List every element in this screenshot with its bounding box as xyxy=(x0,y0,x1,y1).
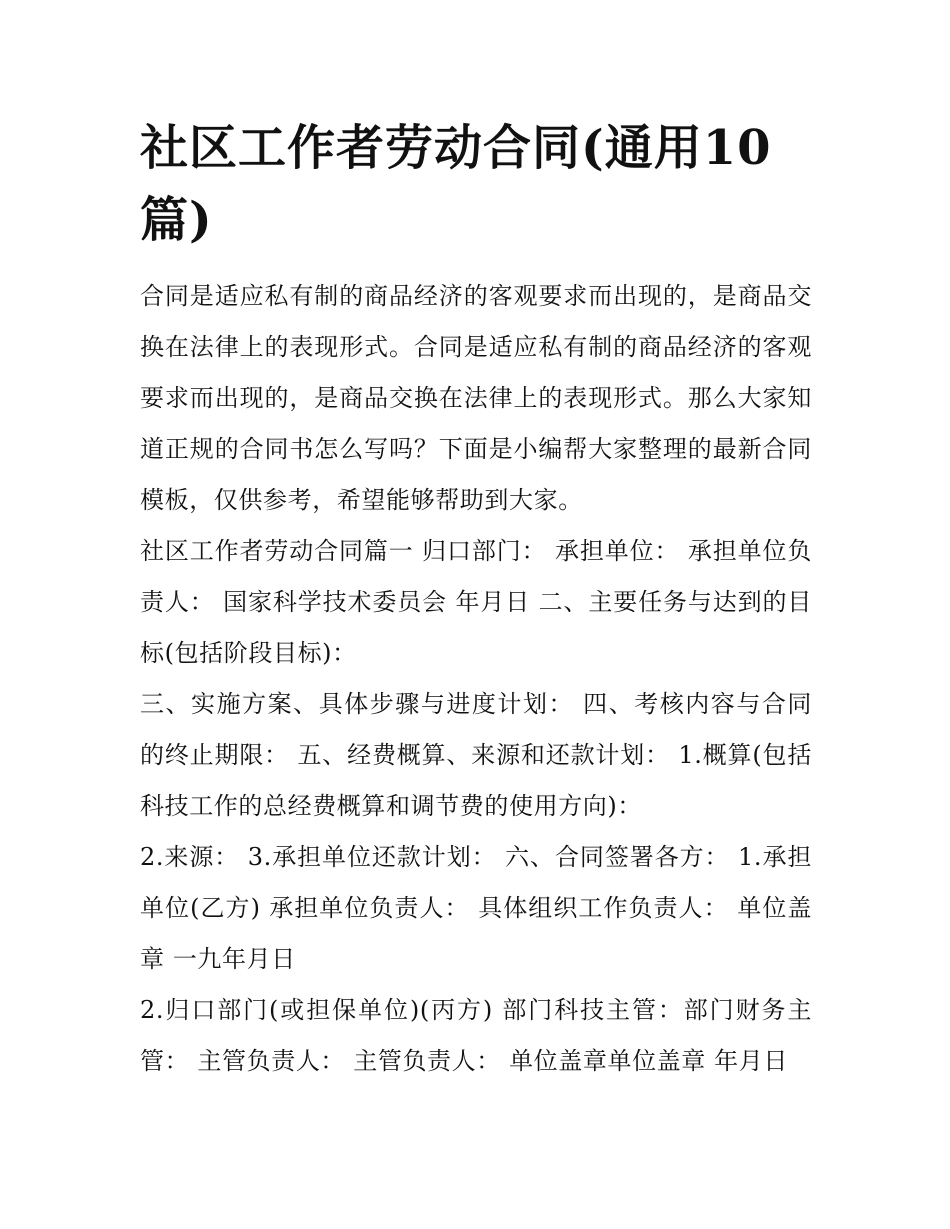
document-body xyxy=(140,112,812,1087)
intro-paragraph: 合同是适应私有制的商品经济的客观要求而出现的，是商品交换在法律上的表现形式。合同是适应私有制的商品经济的客观要求而出现的，是商品交换在法律上的表现形式。那么大家知道正规的合同书怎么写吗？下面是小编帮大家整理的最新合同模板，仅供参考，希望能够帮助到大家。 xyxy=(140,282,812,514)
contract-section-4: 2.归口部门(或担保单位)(丙方) 部门科技主管：部门财务主管： 主管负责人： 主管负责人： 单位盖章单位盖章 年月日 xyxy=(140,996,812,1075)
contract-section-3: 2.来源： 3.承担单位还款计划： 六、合同签署各方： 1.承担单位(乙方) 承担单位负责人： 具体组织工作负责人： 单位盖章 一九年月日 xyxy=(140,843,812,973)
contract-section-1: 社区工作者劳动合同篇一 归口部门： 承担单位： 承担单位负责人： 国家科学技术委员会 年月日 二、主要任务与达到的目标(包括阶段目标)： xyxy=(140,537,812,667)
contract-section-2: 三、实施方案、具体步骤与进度计划： 四、考核内容与合同的终止期限： 五、经费概算、来源和还款计划： 1.概算(包括科技工作的总经费概算和调节费的使用方向)： xyxy=(140,690,812,820)
document-title: 社区工作者劳动合同(通用10篇) xyxy=(140,120,772,248)
